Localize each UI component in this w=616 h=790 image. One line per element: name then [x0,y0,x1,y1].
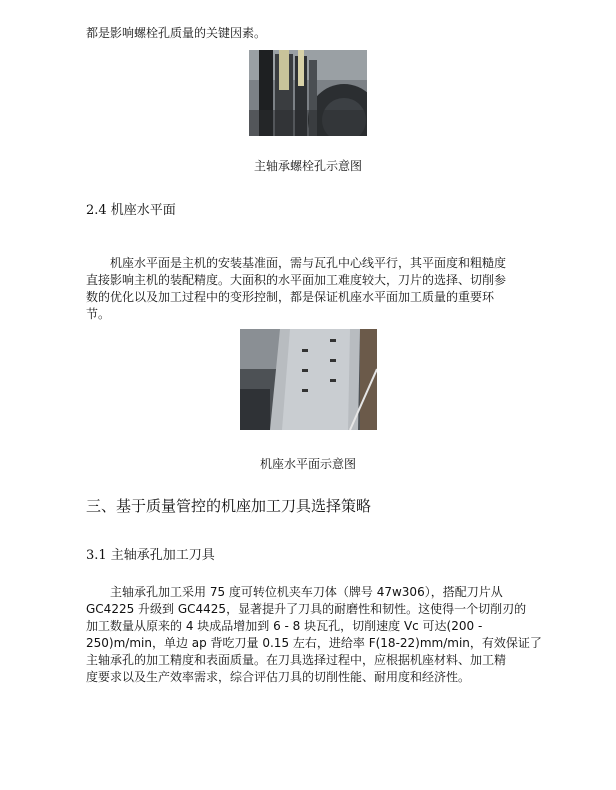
paragraph-line: 直接影响主机的装配精度。大面积的水平面加工难度较大，刀片的选择、切削参 [86,273,507,287]
paragraph-line: 主轴承孔加工采用 75 度可转位机夹车刀体（牌号 47w306），搭配刀片从 [110,585,503,599]
figure1-caption: 主轴承螺栓孔示意图 [253,159,362,173]
paragraph-line: 加工数量从原来的 4 块成品增加到 6 - 8 块瓦孔，切削速度 Vc 可达(200 - [86,619,483,633]
figure2-caption: 机座水平面示意图 [259,457,356,471]
bolt-hole-photo [249,50,367,136]
chapter-3-title: 三、基于质量管控的机座加工刀具选择策略 [86,497,372,515]
paragraph-line: GC4225 升级到 GC4425，显著提升了刀具的耐磨性和韧性。这使得一个切削刃的 [86,602,527,616]
base-plane-photo [240,329,377,430]
section-3-1-title: 3.1 主轴承孔加工刀具 [86,548,215,563]
top-text-line: 都是影响螺栓孔质量的关键因素。 [86,26,267,40]
section-2-4-title: 2.4 机座水平面 [86,203,176,218]
paragraph-line: 数的优化以及加工过程中的变形控制，都是保证机座水平面加工质量的重要环 [86,290,495,304]
paragraph-line: 度要求以及生产效率需求，综合评估刀具的切削性能、耐用度和经济性。 [86,670,471,684]
paragraph-line: 机座水平面是主机的安装基准面，需与瓦孔中心线平行，其平面度和粗糙度 [110,256,507,270]
paragraph-line: 主轴承孔的加工精度和表面质量。在刀具选择过程中，应根据机座材料、加工精 [86,653,507,667]
paragraph-3-1 [86,584,542,686]
paragraph-2-4 [86,255,532,323]
paragraph-line: 250)m/min，单边 ap 背吃刀量 0.15 左右，进给率 F(18-22)mm/min，有效保证了 [86,636,542,650]
paragraph-line: 节。 [86,307,111,321]
